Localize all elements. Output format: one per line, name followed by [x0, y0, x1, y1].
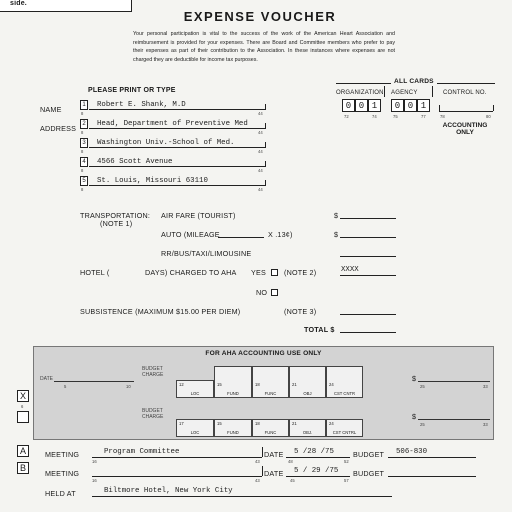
line-num-5: 5 — [80, 176, 88, 186]
budget-row-1 — [176, 366, 363, 398]
meeting-b-num-45: 45 — [290, 478, 295, 483]
corner-tab-label: side. — [10, 0, 27, 7]
meeting-b-date-label: DATE — [264, 469, 284, 478]
date-num-10: 10 — [126, 384, 131, 389]
meeting-a-num-48: 48 — [288, 459, 293, 464]
line4-start-col: 8 — [81, 168, 84, 173]
total-field[interactable] — [340, 332, 396, 333]
agency-digit-3[interactable]: 1 — [417, 99, 430, 112]
budget-charge-1-label: BUDGET CHARGE — [142, 366, 164, 378]
col-num-72: 72 — [344, 114, 349, 119]
agency-label: AGENCY — [391, 90, 418, 96]
amount-2-num-25: 25 — [420, 422, 425, 427]
budget-row-2 — [176, 419, 363, 437]
budget-charge-2-label: BUDGET CHARGE — [142, 408, 164, 420]
all-cards-block — [336, 77, 496, 141]
budget2-func[interactable]: 18 FUNC — [252, 419, 289, 437]
auto-field[interactable] — [340, 237, 396, 238]
name-label: NAME — [40, 105, 62, 114]
auto-rate-label: X .13¢) — [268, 230, 293, 239]
col-num-80: 80 — [486, 114, 491, 119]
budget1-cst-cntr[interactable]: 24 CST CNTR — [326, 366, 363, 398]
col-num-75: 75 — [393, 114, 398, 119]
meeting-a-letter: A — [17, 445, 29, 457]
budget2-cst-cntr[interactable]: 24 CST CNTRL — [326, 419, 363, 437]
amount-1-dollar: $ — [412, 374, 417, 383]
budget1-loc[interactable]: 12 LOC — [176, 380, 214, 398]
aha-accounting-title: FOR AHA ACCOUNTING USE ONLY — [205, 350, 322, 357]
name-address-lines — [80, 98, 266, 194]
all-cards-label: ALL CARDS — [391, 78, 437, 85]
meeting-b-letter: B — [17, 462, 29, 474]
line-num-1: 1 — [80, 100, 88, 110]
auto-label: AUTO (MILEAGE — [161, 230, 220, 239]
aha-accounting-section — [33, 346, 494, 440]
date-label: DATE — [40, 376, 53, 382]
address-line-1-field[interactable]: Head, Department of Preventive Med — [97, 120, 248, 128]
air-fare-field[interactable] — [340, 218, 396, 219]
meeting-b-num-57: 57 — [344, 478, 349, 483]
hotel-note: (NOTE 2) — [284, 268, 317, 277]
meeting-a-num-43: 43 — [255, 459, 260, 464]
meeting-b-label: MEETING — [45, 469, 80, 478]
date-num-5: 5 — [64, 384, 67, 389]
held-at-field[interactable]: Biltmore Hotel, New York City — [104, 487, 233, 495]
col-num-78: 78 — [440, 114, 445, 119]
line5-end-col: 44 — [258, 187, 263, 192]
meeting-a-date-label: DATE — [264, 450, 284, 459]
address-line-2-field[interactable]: Washington Univ.-School of Med. — [97, 139, 235, 147]
budget2-obj[interactable]: 21 OBJ. — [289, 419, 326, 437]
line2-end-col: 44 — [258, 130, 263, 135]
control-no-label: CONTROL NO. — [443, 90, 487, 96]
line-num-4: 4 — [80, 157, 88, 167]
meeting-a-budget-label: BUDGET — [353, 450, 385, 459]
budget1-obj[interactable]: 21 OBJ — [289, 366, 326, 398]
subsistence-field[interactable] — [340, 314, 396, 315]
page-title: EXPENSE VOUCHER — [183, 9, 337, 24]
hotel-yes-checkbox[interactable] — [271, 269, 278, 276]
meeting-a-date[interactable]: 5 /28 /75 — [294, 448, 334, 456]
hotel-label: HOTEL ( — [80, 268, 110, 277]
transportation-label: TRANSPORTATION: — [80, 211, 151, 220]
mileage-field[interactable] — [218, 237, 264, 238]
meeting-a-label: MEETING — [45, 450, 80, 459]
budget1-fund[interactable]: 15 FUND — [214, 366, 252, 398]
amount-1-num-25: 25 — [420, 384, 425, 389]
col-num-74: 74 — [372, 114, 377, 119]
x-marker-box[interactable]: X — [17, 390, 29, 402]
line3-start-col: 8 — [81, 149, 84, 154]
total-label: TOTAL $ — [304, 325, 335, 334]
blank-marker-box[interactable] — [17, 411, 29, 423]
line1-start-col: 8 — [81, 111, 84, 116]
line3-end-col: 44 — [258, 149, 263, 154]
amount-2-field[interactable] — [418, 419, 490, 420]
subsistence-note: (NOTE 3) — [284, 307, 317, 316]
line2-start-col: 8 — [81, 130, 84, 135]
meeting-a-field[interactable]: Program Committee — [104, 448, 180, 456]
meeting-a-budget[interactable]: 506-830 — [396, 448, 428, 456]
date-field[interactable] — [54, 381, 134, 382]
subsistence-label: SUBSISTENCE (MAXIMUM $15.00 PER DIEM) — [80, 307, 241, 316]
meeting-b-num-16: 16 — [92, 478, 97, 483]
air-fare-label: AIR FARE (TOURIST) — [161, 211, 236, 220]
rr-bus-label: RR/BUS/TAXI/LIMOUSINE — [161, 249, 252, 258]
org-digit-2[interactable]: 0 — [355, 99, 368, 112]
meeting-a-num-52: 52 — [344, 459, 349, 464]
please-print-label: PLEASE PRINT OR TYPE — [88, 87, 176, 94]
line4-end-col: 44 — [258, 168, 263, 173]
name-field[interactable]: Robert E. Shank, M.D — [97, 101, 186, 109]
amount-2-dollar: $ — [412, 412, 417, 421]
org-digit-3[interactable]: 1 — [368, 99, 381, 112]
air-fare-dollar: $ — [334, 211, 339, 220]
amount-1-field[interactable] — [418, 381, 490, 382]
amount-2-num-33: 33 — [483, 422, 488, 427]
address-label: ADDRESS — [40, 124, 77, 133]
transportation-note: (NOTE 1) — [100, 219, 133, 228]
rr-bus-field[interactable] — [340, 256, 396, 257]
meeting-b-budget-label: BUDGET — [353, 469, 385, 478]
accounting-only-label: ACCOUNTING ONLY — [442, 122, 488, 136]
meeting-b-num-43: 43 — [255, 478, 260, 483]
address-line-4-field[interactable]: St. Louis, Missouri 63110 — [97, 177, 208, 185]
held-at-label: HELD AT — [45, 489, 76, 498]
corner-tab — [0, 0, 132, 12]
agency-digit-1[interactable]: 0 — [391, 99, 404, 112]
meeting-b-date[interactable]: 5 / 29 /75 — [294, 467, 339, 475]
hotel-amount[interactable]: XXXX — [341, 266, 359, 274]
hotel-yes-label: YES — [251, 268, 266, 277]
auto-dollar: $ — [334, 230, 339, 239]
line5-start-col: 8 — [81, 187, 84, 192]
x-marker-num: 6 — [21, 404, 24, 409]
org-digit-1[interactable]: 0 — [342, 99, 355, 112]
hotel-no-checkbox[interactable] — [271, 289, 278, 296]
amount-1-num-33: 33 — [483, 384, 488, 389]
line1-end-col: 44 — [258, 111, 263, 116]
hotel-no-label: NO — [256, 288, 268, 297]
agency-digit-2[interactable]: 0 — [404, 99, 417, 112]
col-num-77: 77 — [421, 114, 426, 119]
organization-label: ORGANIZATION — [336, 90, 384, 96]
address-line-3-field[interactable]: 4566 Scott Avenue — [97, 158, 173, 166]
budget2-loc[interactable]: 17 LOC — [176, 419, 214, 437]
meeting-a-num-16: 16 — [92, 459, 97, 464]
hotel-days-label: DAYS) CHARGED TO AHA — [145, 268, 237, 277]
line-num-2: 2 — [80, 119, 88, 129]
budget1-func[interactable]: 18 FUNC — [252, 366, 289, 398]
intro-text: Your personal participation is vital to the success of the work of the American Heart Association and reimbursement is provided for your expenses. There are Board and Committee members who prefer to pay their expenses as part of their contribution to the Association. In these instances where expenses are not charged they are deductible for income tax purposes. — [133, 31, 395, 63]
budget2-fund[interactable]: 15 FUND — [214, 419, 252, 437]
line-num-3: 3 — [80, 138, 88, 148]
control-no-field[interactable] — [439, 111, 493, 112]
